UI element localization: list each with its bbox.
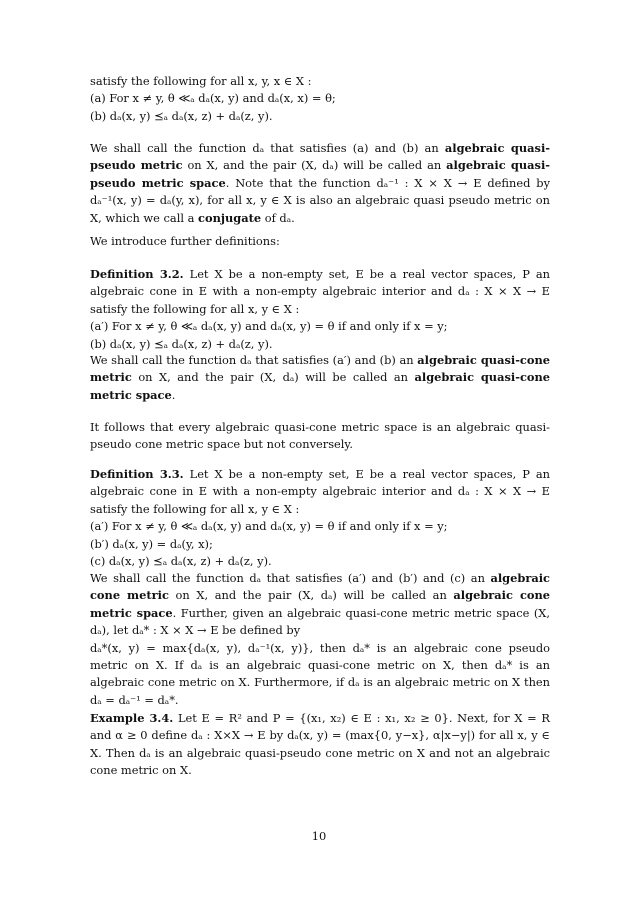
text-run: on X, and the pair (X, dₐ) will be called an [131, 370, 415, 385]
paragraph-intro [90, 233, 550, 250]
text-run: dₐ*(x, y) = max{dₐ(x, y), dₐ⁻¹(x, y)}, then dₐ* is an algebraic cone pseudo metric on X. If dₐ is an algebraic quasi-cone metric on X, then dₐ* is an algebraic cone metric on X. Furthermore, if dₐ is an algebraic metric on X then dₐ = dₐ⁻¹ = dₐ*. [90, 640, 550, 707]
page-number: 10 [311, 829, 327, 843]
text-line: (a′) For x ≠ y, θ ≪ₐ dₐ(x, y) and dₐ(x, y) = θ if and only if x = y; [90, 319, 448, 334]
term-bold: conjugate [198, 210, 262, 225]
paragraph-cone-metric [90, 570, 550, 709]
term-bold: algebraic quasi-pseudo metric [90, 141, 550, 173]
text-run: on X, and the pair (X, dₐ) will be called an [168, 588, 454, 603]
example-3-4 [90, 710, 550, 780]
definition-heading: Definition 3.3. [90, 467, 184, 481]
text-run: Let X be a non-empty set, E be a real vector spaces, P an algebraic cone in E with a non-empty algebraic interior and dₐ : X × X → E satisfy the following for all x, y ∈ X : [90, 267, 551, 316]
text-line: (b) dₐ(x, y) ⪯ₐ dₐ(x, z) + dₐ(z, y). [90, 108, 273, 123]
paragraph-remark [90, 419, 550, 454]
text-line: (a′) For x ≠ y, θ ≪ₐ dₐ(x, y) and dₐ(x, y) = θ if and only if x = y; [90, 519, 448, 534]
axiom-block-1 [90, 73, 550, 125]
paragraph-quasi-cone-metric [90, 352, 550, 404]
text-line: (c) dₐ(x, y) ⪯ₐ dₐ(x, z) + dₐ(z, y). [90, 554, 272, 569]
definition-heading: Definition 3.2. [90, 267, 184, 281]
term-bold: algebraic quasi-cone metric space [90, 370, 551, 402]
text-run: . Note that the function dₐ⁻¹ : X × X → E defined by dₐ⁻¹(x, y) = dₐ(y, x), for all x, y ∈ X is also an algebraic quasi pseudo metric on X, which we call a [90, 175, 551, 225]
text-run: . Further, given an algebraic quasi-cone metric metric space (X, dₐ), let dₐ* : X × X → E be defined by [90, 605, 551, 638]
text-run: Let X be a non-empty set, E be a real vector spaces, P an algebraic cone in E with a non-empty algebraic interior and dₐ : X × X → E satisfy the following for all x, y ∈ X : [90, 467, 551, 516]
text-line: satisfy the following for all x, y, x ∈ X : [90, 74, 312, 88]
term-bold: algebraic cone metric space [90, 588, 551, 620]
text-run: . [171, 387, 176, 402]
text-run: of dₐ. [261, 210, 295, 225]
term-bold: algebraic quasi-cone metric [90, 353, 550, 385]
text-run: We shall call the function dₐ that satisfies (a′) and (b′) and (c) an [90, 571, 491, 585]
text-line: (a) For x ≠ y, θ ≪ₐ dₐ(x, y) and dₐ(x, x) = θ; [90, 91, 336, 106]
text-run: on X, and the pair (X, dₐ) will be called an [182, 158, 447, 173]
text-run: We shall call the function dₐ that satisfies (a′) and (b) an [90, 353, 418, 367]
text-run: We shall call the function dₐ that satisfies (a) and (b) an [90, 141, 445, 155]
text-line: (b′) dₐ(x, y) = dₐ(y, x); [90, 536, 213, 551]
text-run: Let E = R² and P = {(x₁, x₂) ∈ E : x₁, x₂ ≥ 0}. Next, for X = R and α ≥ 0 define dₐ : X×X → E by dₐ(x, y) = (max{0, y−x}, α|x−y|) for all x, y ∈ X. Then dₐ is an algebraic quasi-pseudo cone metric on X and not an algebraic cone metric on X. [90, 711, 550, 778]
paragraph-quasi-pseudo-metric [90, 140, 550, 227]
term-bold: algebraic quasi-pseudo metric space [90, 158, 551, 190]
definition-3-3 [90, 466, 550, 570]
text-line: (b) dₐ(x, y) ⪯ₐ dₐ(x, z) + dₐ(z, y). [90, 336, 273, 351]
example-heading: Example 3.4. [90, 711, 174, 725]
text-line: It follows that every algebraic quasi-cone metric space is an algebraic quasi-pseudo cone metric space but not conversely. [90, 420, 550, 452]
term-bold: algebraic cone metric [90, 571, 550, 603]
definition-3-2 [90, 266, 550, 353]
text-line: We introduce further definitions: [90, 234, 280, 248]
